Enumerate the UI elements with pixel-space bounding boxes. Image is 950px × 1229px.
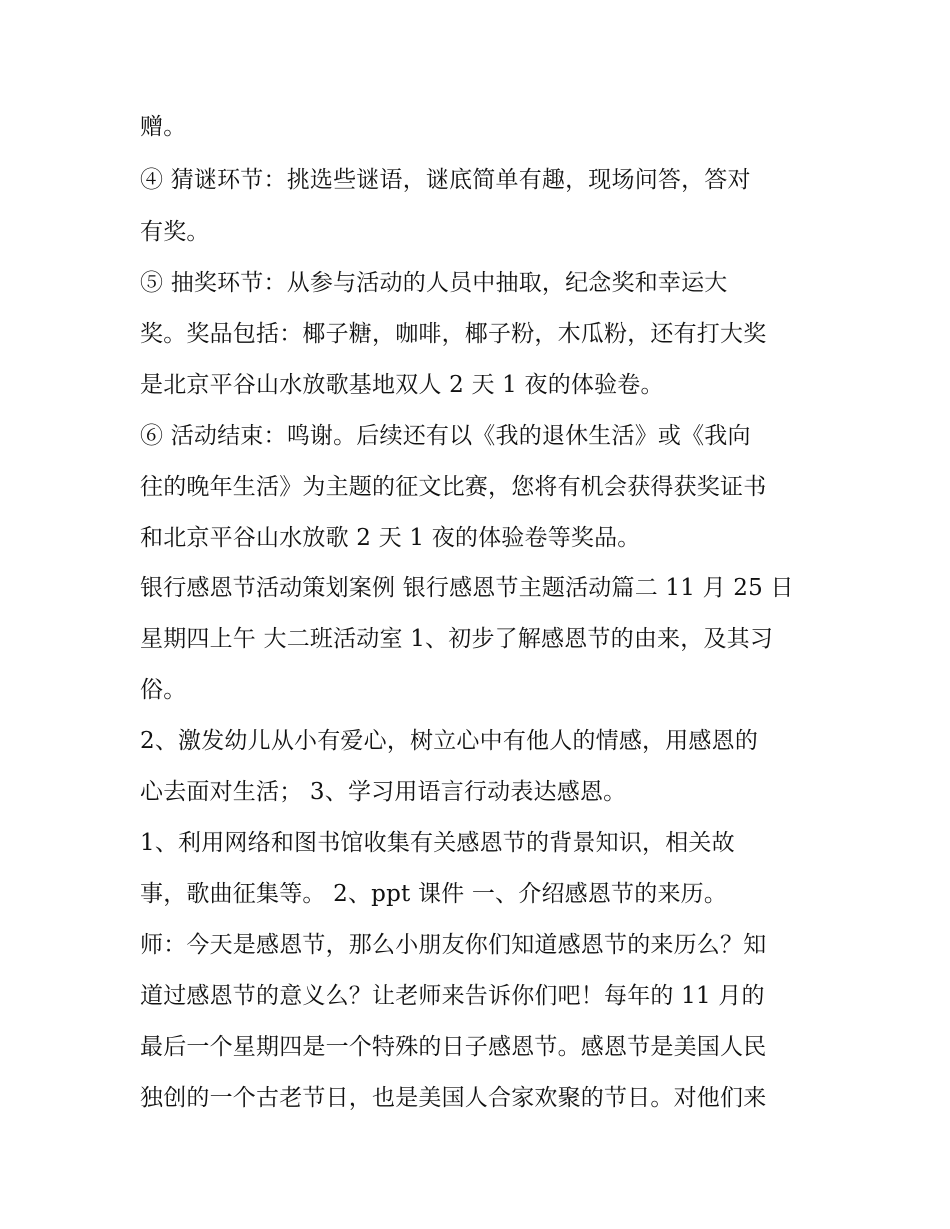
text-line: 银行感恩节活动策划案例 银行感恩节主题活动篇二 11 月 25 日	[140, 575, 794, 601]
text-line: 最后一个星期四是一个特殊的日子感恩节。感恩节是美国人民	[140, 1034, 767, 1060]
text-line: 是北京平谷山水放歌基地双人 2 天 1 夜的体验卷。	[140, 372, 664, 398]
text-line: 俗。	[140, 677, 187, 703]
text-line: 赠。	[140, 114, 187, 140]
text-line: 2、激发幼儿从小有爱心，树立心中有他人的情感，用感恩的	[140, 728, 759, 754]
text-line: 和北京平谷山水放歌 2 天 1 夜的体验卷等奖品。	[140, 525, 641, 551]
text-line: 有奖。	[140, 219, 210, 245]
text-line: 往的晚年生活》为主题的征文比赛，您将有机会获得获奖证书	[140, 474, 767, 500]
text-line: ⑤ 抽奖环节：从参与活动的人员中抽取，纪念奖和幸运大	[140, 270, 728, 296]
text-line: 道过感恩节的意义么？让老师来告诉你们吧！每年的 11 月的	[140, 983, 765, 1009]
text-line: 心去面对生活； 3、学习用语言行动表达感恩。	[140, 779, 627, 805]
text-line: 星期四上午 大二班活动室 1、初步了解感恩节的由来，及其习	[140, 626, 774, 652]
text-line: 师：今天是感恩节，那么小朋友你们知道感恩节的来历么？知	[140, 932, 767, 958]
text-line: ④ 猜谜环节：挑选些谜语，谜底简单有趣，现场问答，答对	[140, 167, 751, 193]
text-line: 独创的一个古老节日，也是美国人合家欢聚的节日。对他们来	[140, 1085, 767, 1111]
text-line: 事，歌曲征集等。 2、ppt 课件 一、介绍感恩节的来历。	[140, 881, 728, 907]
text-line: ⑥ 活动结束：鸣谢。后续还有以《我的退休生活》或《我向	[140, 423, 751, 449]
text-line: 奖。奖品包括：椰子糖，咖啡，椰子粉，木瓜粉，还有打大奖	[140, 321, 767, 347]
text-line: 1、利用网络和图书馆收集有关感恩节的背景知识，相关故	[140, 830, 735, 856]
